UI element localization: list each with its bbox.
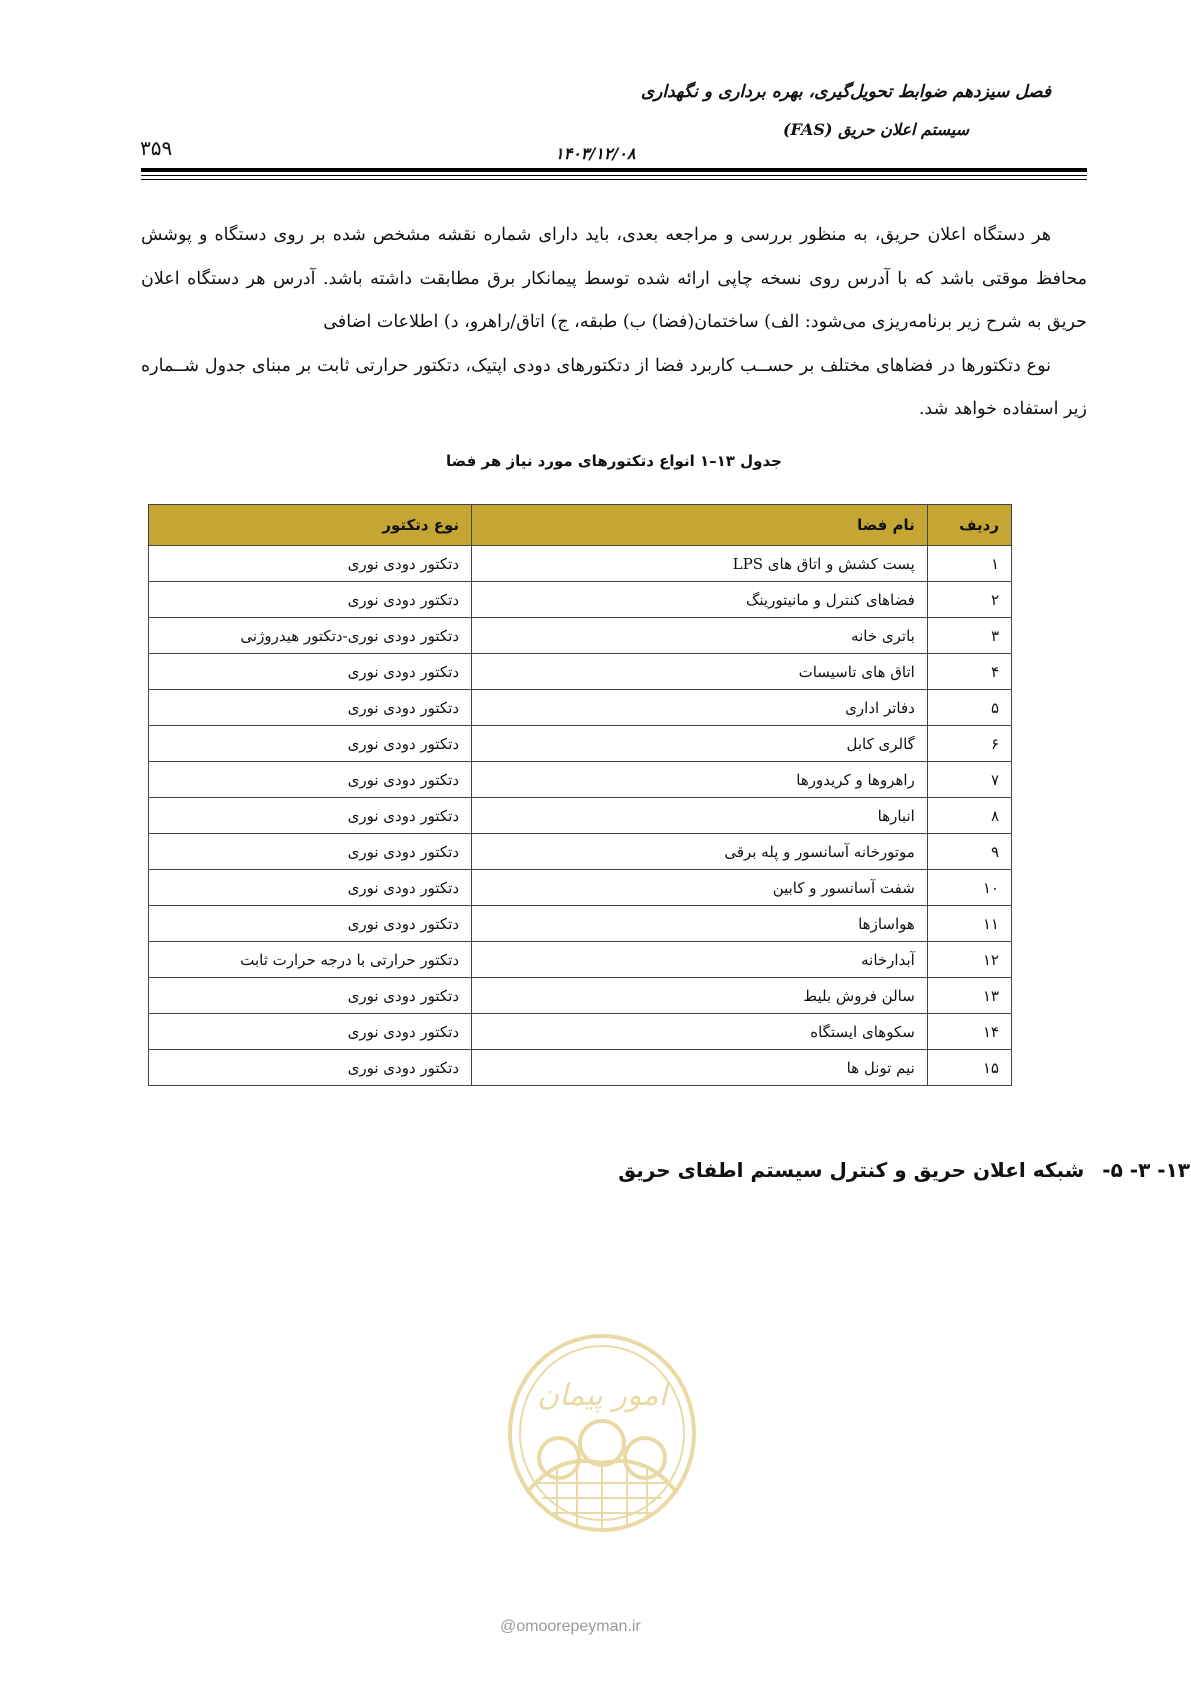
- cell-detector-type: دتکتور دودی نوری: [149, 798, 472, 834]
- logo-text: امور پیمان: [537, 1378, 667, 1413]
- cell-space-name: باتری خانه: [472, 618, 928, 654]
- cell-detector-type: دتکتور دودی نوری: [149, 546, 472, 582]
- cell-detector-type: دتکتور دودی نوری: [149, 582, 472, 618]
- cell-row-number: ۱۱: [927, 906, 1011, 942]
- cell-row-number: ۱: [927, 546, 1011, 582]
- table-row: [149, 762, 1012, 798]
- cell-row-number: ۸: [927, 798, 1011, 834]
- cell-space-name: انبارها: [472, 798, 928, 834]
- table-row: [149, 618, 1012, 654]
- table-row: [149, 870, 1012, 906]
- table-row: [149, 582, 1012, 618]
- cell-detector-type: دتکتور دودی نوری: [149, 1050, 472, 1086]
- cell-row-number: ۴: [927, 654, 1011, 690]
- header-rule-thick: [141, 168, 1087, 172]
- section-heading: [618, 1158, 1190, 1182]
- cell-space-name: اتاق های تاسیسات: [472, 654, 928, 690]
- header-detector-type: نوع دتکتور: [149, 505, 472, 546]
- gear-right-icon: [625, 1438, 665, 1478]
- table-row: [149, 1050, 1012, 1086]
- system-title: سیستم اعلان حریق (FAS): [782, 120, 969, 139]
- header-row-number: ردیف: [927, 505, 1011, 546]
- body-text: [141, 214, 1087, 432]
- gear-center-icon: [580, 1421, 624, 1465]
- cell-row-number: ۱۳: [927, 978, 1011, 1014]
- table-header-row: [149, 505, 1012, 546]
- cell-detector-type: دتکتور دودی نوری: [149, 906, 472, 942]
- cell-space-name: شفت آسانسور و کابین: [472, 870, 928, 906]
- table-row: [149, 654, 1012, 690]
- section-title: شبکه اعلان حریق و کنترل سیستم اطفای حریق: [618, 1158, 1085, 1182]
- table-row: [149, 942, 1012, 978]
- cell-space-name: موتورخانه آسانسور و پله برقی: [472, 834, 928, 870]
- cell-row-number: ۱۰: [927, 870, 1011, 906]
- table-row: [149, 906, 1012, 942]
- cell-row-number: ۶: [927, 726, 1011, 762]
- cell-detector-type: دتکتور حرارتی با درجه حرارت ثابت: [149, 942, 472, 978]
- cell-detector-type: دتکتور دودی نوری-دتکتور هیدروژنی: [149, 618, 472, 654]
- cell-space-name: دفاتر اداری: [472, 690, 928, 726]
- cell-row-number: ۳: [927, 618, 1011, 654]
- document-date: ۱۴۰۳/۱۲/۰۸: [555, 144, 636, 163]
- section-number: ۱۳- ۳- ۵-: [1102, 1158, 1190, 1182]
- detector-table: [148, 504, 1012, 1086]
- table-row: [149, 726, 1012, 762]
- cell-detector-type: دتکتور دودی نوری: [149, 978, 472, 1014]
- cell-detector-type: دتکتور دودی نوری: [149, 870, 472, 906]
- table-row: [149, 1014, 1012, 1050]
- table-row: [149, 834, 1012, 870]
- page-number: ۳۵۹: [140, 136, 173, 160]
- paragraph-address: هر دستگاه اعلان حریق، به منظور بررسی و مراجعه بعدی، باید دارای شماره نقشه مشخص شده بر روی دستگاه و پوشش محافظ موقتی باشد که با آدرس روی نسخه چاپی ارائه شده توسط پیمانکار برق مطابقت داشته باشد. آدرس هر دستگاه اعلان حریق به شرح زیر برنامه‌ریزی می‌شود: الف) ساختمان(فضا) ب) طبقه، ج) اتاق/راهرو، د) اطلاعات اضافی: [141, 225, 1087, 332]
- gear-left-icon: [539, 1438, 579, 1478]
- cell-space-name: نیم تونل ها: [472, 1050, 928, 1086]
- cell-space-name: گالری کابل: [472, 726, 928, 762]
- table-row: [149, 690, 1012, 726]
- cell-row-number: ۷: [927, 762, 1011, 798]
- cell-row-number: ۲: [927, 582, 1011, 618]
- cell-space-name: سکوهای ایستگاه: [472, 1014, 928, 1050]
- paragraph-detector-types: نوع دتکتورها در فضاهای مختلف بر حســب کاربرد فضا از دتکتورهای دودی اپتیک، دتکتور حرارتی ثابت بر مبنای جدول شــماره زیر استفاده خواهد شد.: [141, 355, 1087, 419]
- cell-space-name: سالن فروش بلیط: [472, 978, 928, 1014]
- cell-space-name: فضاهای کنترل و مانیتورینگ: [472, 582, 928, 618]
- cell-detector-type: دتکتور دودی نوری: [149, 1014, 472, 1050]
- logo-grid: [537, 1461, 667, 1528]
- table-row: [149, 546, 1012, 582]
- watermark-url: @omoorepeyman.ir: [500, 1618, 641, 1635]
- watermark-logo: [497, 1333, 707, 1603]
- cell-detector-type: دتکتور دودی نوری: [149, 726, 472, 762]
- cell-space-name: پست کشش و اتاق های LPS: [472, 546, 928, 582]
- header-rule-thin: [141, 175, 1087, 176]
- cell-row-number: ۵: [927, 690, 1011, 726]
- cell-detector-type: دتکتور دودی نوری: [149, 834, 472, 870]
- table-caption: جدول ۱۳–۱ انواع دتکتورهای مورد نیاز هر فضا: [446, 452, 782, 470]
- cell-row-number: ۱۲: [927, 942, 1011, 978]
- table-row: [149, 798, 1012, 834]
- cell-space-name: هواسازها: [472, 906, 928, 942]
- chapter-title: فصل سیزدهم ضوابط تحویل‌گیری، بهره برداری و نگهداری: [640, 82, 1051, 102]
- cell-row-number: ۱۵: [927, 1050, 1011, 1086]
- cell-detector-type: دتکتور دودی نوری: [149, 690, 472, 726]
- header-space-name: نام فضا: [472, 505, 928, 546]
- cell-row-number: ۱۴: [927, 1014, 1011, 1050]
- cell-detector-type: دتکتور دودی نوری: [149, 654, 472, 690]
- cell-row-number: ۹: [927, 834, 1011, 870]
- table-row: [149, 978, 1012, 1014]
- cell-space-name: آبدارخانه: [472, 942, 928, 978]
- header-rule-thin-2: [141, 179, 1087, 180]
- cell-detector-type: دتکتور دودی نوری: [149, 762, 472, 798]
- cell-space-name: راهروها و کریدورها: [472, 762, 928, 798]
